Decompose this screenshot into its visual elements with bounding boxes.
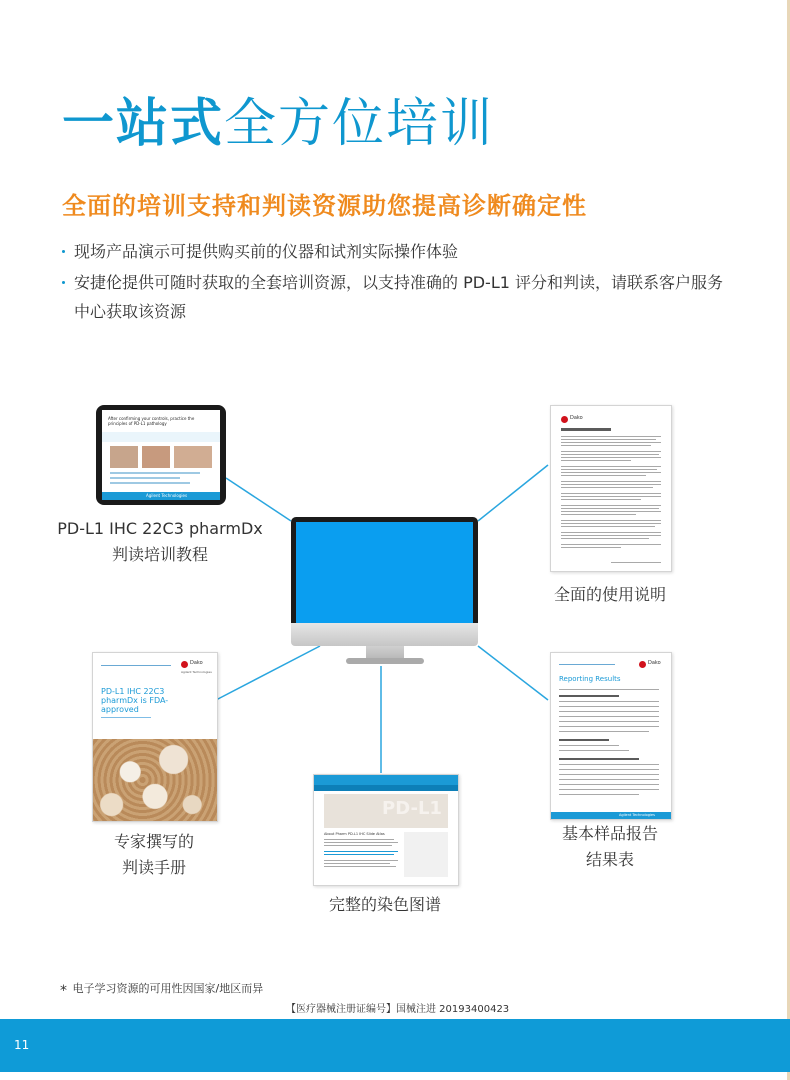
report-logo: Dako — [648, 660, 661, 666]
footnote-mark: * — [60, 983, 67, 999]
monitor-image — [291, 517, 478, 637]
footnote-text: 电子学习资源的可用性因国家/地区而异 — [72, 982, 264, 995]
footnote — [60, 980, 263, 999]
caption-tutorial — [50, 516, 270, 568]
handbook-title: PD-L1 IHC 22C3 pharmDx is FDA-approved — [101, 687, 169, 714]
bullet-item-resources: 安捷伦提供可随时获取的全套培训资源，以支持准确的 PD-L1 评分和判读，请联系客户服务中心获取该资源 — [62, 268, 732, 326]
caption-instructions: 全面的使用说明 — [553, 585, 666, 604]
tutorial-tablet-image — [96, 405, 226, 505]
atlas-watermark: PD-L1 — [382, 798, 442, 819]
atlas-heading: About Pharm PD-L1 IHC Slide Atlas — [324, 832, 385, 836]
monitor-chin — [291, 623, 478, 646]
caption-handbook-line1: 专家撰写的 — [113, 832, 194, 851]
page-title-light: 全方位培训 — [224, 94, 495, 154]
report-footer-brand: Agilent Technologies — [619, 813, 655, 817]
caption-report — [540, 821, 680, 873]
footer-bar — [0, 1019, 790, 1072]
instructions-logo: Dako — [570, 415, 583, 421]
handbook-brand: Agilent Technologies — [181, 670, 212, 674]
caption-tutorial-line2: 判读培训教程 — [111, 545, 208, 564]
caption-atlas: 完整的染色图谱 — [328, 895, 441, 914]
instructions-document-image — [550, 405, 672, 572]
tablet-footer-brand: Agilent Technologies — [146, 493, 188, 498]
caption-handbook — [94, 829, 214, 881]
report-form-image — [550, 652, 672, 820]
handbook-tissue-image — [93, 739, 217, 821]
bullet-item-demo: 现场产品演示可提供购买前的仪器和试剂实际操作体验 — [62, 237, 732, 266]
report-heading: Reporting Results — [559, 675, 621, 683]
connector-instructions — [478, 465, 548, 521]
handbook-logo: Dako — [190, 660, 203, 666]
page-number: 11 — [14, 1038, 30, 1052]
handbook-cover-image — [92, 652, 218, 822]
registration-number: 【医疗器械注册证编号】国械注进 20193400423 — [286, 1004, 510, 1015]
monitor-screen — [296, 522, 473, 632]
tablet-screen — [102, 410, 220, 500]
monitor-base — [346, 658, 424, 664]
connector-tutorial — [226, 478, 291, 521]
connector-handbook — [216, 646, 320, 700]
connector-report — [478, 646, 548, 700]
page-title-bold: 一站式 — [62, 94, 225, 154]
caption-handbook-line2: 判读手册 — [121, 858, 186, 877]
atlas-webpage-image — [313, 774, 459, 886]
section-subtitle: 全面的培训支持和判读资源助您提高诊断确定性 — [62, 192, 587, 220]
caption-report-line1: 基本样品报告 — [561, 824, 658, 843]
caption-report-line2: 结果表 — [585, 850, 634, 869]
tablet-heading: After confirming your controls, practice the principles of PD-L1 pathology — [108, 416, 195, 426]
caption-tutorial-line1: PD-L1 IHC 22C3 pharmDx — [57, 519, 263, 538]
